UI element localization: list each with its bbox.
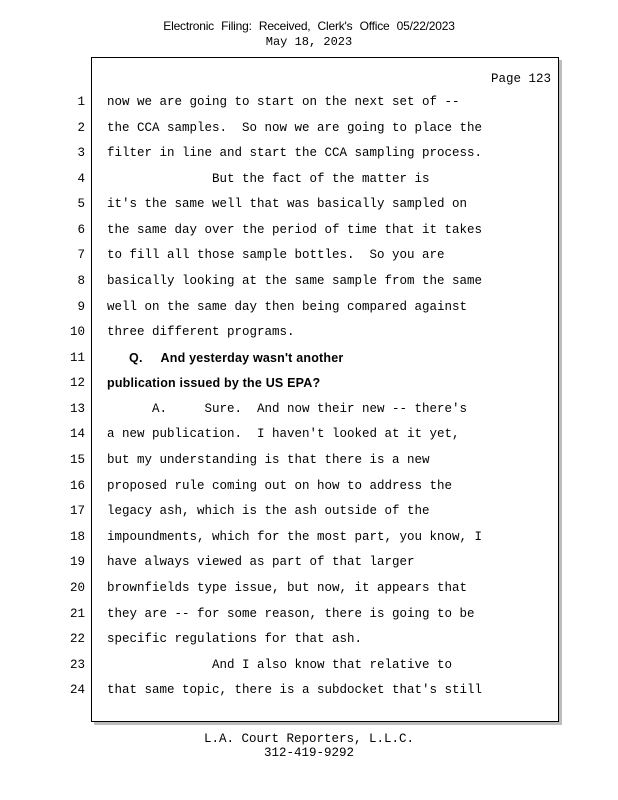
line-number: 5 xyxy=(77,197,85,211)
transcript-line xyxy=(0,351,618,371)
line-number: 20 xyxy=(69,581,85,595)
transcript-line xyxy=(0,376,618,396)
transcript-line xyxy=(0,683,618,703)
line-text: it's the same well that was basically sampled on xyxy=(107,197,468,211)
page-number: Page 123 xyxy=(490,72,551,86)
line-text: they are -- for some reason, there is going to be xyxy=(107,607,475,621)
transcript-line xyxy=(0,607,618,627)
line-number: 23 xyxy=(69,658,85,672)
line-text: now we are going to start on the next set of -- xyxy=(107,95,460,109)
line-text: impoundments, which for the most part, you know, I xyxy=(107,530,483,544)
transcript-line xyxy=(0,197,618,217)
transcript-line xyxy=(0,504,618,524)
line-number: 2 xyxy=(77,121,85,135)
line-number: 10 xyxy=(69,325,85,339)
line-text: But the fact of the matter is xyxy=(107,172,430,186)
line-text: Q. And yesterday wasn't another xyxy=(107,351,344,365)
line-text: three different programs. xyxy=(107,325,295,339)
line-number: 17 xyxy=(69,504,85,518)
transcript-line xyxy=(0,427,618,447)
transcript-line xyxy=(0,555,618,575)
transcript-line xyxy=(0,95,618,115)
transcript-line xyxy=(0,581,618,601)
line-text: brownfields type issue, but now, it appears that xyxy=(107,581,468,595)
line-number: 3 xyxy=(77,146,85,160)
line-number: 12 xyxy=(69,376,85,390)
transcript-line xyxy=(0,402,618,422)
line-text: basically looking at the same sample from the same xyxy=(107,274,483,288)
line-number: 4 xyxy=(77,172,85,186)
line-text: a new publication. I haven't looked at it yet, xyxy=(107,427,460,441)
transcript-line xyxy=(0,632,618,652)
filing-stamp: Electronic Filing: Received, Clerk's Office 05/22/2023 xyxy=(163,19,455,33)
line-text: specific regulations for that ash. xyxy=(107,632,363,646)
transcript-line xyxy=(0,300,618,320)
line-text: A. Sure. And now their new -- there's xyxy=(107,402,468,416)
line-text: the CCA samples. So now we are going to place the xyxy=(107,121,483,135)
line-text: legacy ash, which is the ash outside of the xyxy=(107,504,430,518)
transcript-line xyxy=(0,325,618,345)
reporter-phone: 312-419-9292 xyxy=(263,746,354,760)
transcript-line xyxy=(0,248,618,268)
header-date: May 18, 2023 xyxy=(265,35,353,49)
line-number: 19 xyxy=(69,555,85,569)
transcript-line xyxy=(0,453,618,473)
line-number: 9 xyxy=(77,300,85,314)
transcript-line xyxy=(0,274,618,294)
reporter-name: L.A. Court Reporters, L.L.C. xyxy=(203,732,415,746)
transcript-line xyxy=(0,530,618,550)
line-number: 15 xyxy=(69,453,85,467)
line-number: 11 xyxy=(69,351,85,365)
transcript-line xyxy=(0,121,618,141)
line-number: 6 xyxy=(77,223,85,237)
line-text: And I also know that relative to xyxy=(107,658,453,672)
line-text: the same day over the period of time that it takes xyxy=(107,223,483,237)
transcript-line xyxy=(0,658,618,678)
line-text: have always viewed as part of that larger xyxy=(107,555,415,569)
line-text: but my understanding is that there is a new xyxy=(107,453,430,467)
transcript-line xyxy=(0,172,618,192)
line-text: publication issued by the US EPA? xyxy=(107,376,321,390)
line-number: 21 xyxy=(69,607,85,621)
line-number: 13 xyxy=(69,402,85,416)
line-number: 16 xyxy=(69,479,85,493)
transcript-line xyxy=(0,223,618,243)
line-number: 24 xyxy=(69,683,85,697)
line-text: well on the same day then being compared against xyxy=(107,300,468,314)
line-number: 18 xyxy=(69,530,85,544)
line-text: that same topic, there is a subdocket that's still xyxy=(107,683,483,697)
transcript-line xyxy=(0,479,618,499)
line-text: to fill all those sample bottles. So you are xyxy=(107,248,445,262)
transcript-line xyxy=(0,146,618,166)
line-number: 1 xyxy=(77,95,85,109)
line-number: 7 xyxy=(77,248,85,262)
line-number: 8 xyxy=(77,274,85,288)
line-text: proposed rule coming out on how to address the xyxy=(107,479,453,493)
line-number: 14 xyxy=(69,427,85,441)
line-number: 22 xyxy=(69,632,85,646)
line-text: filter in line and start the CCA sampling process. xyxy=(107,146,483,160)
